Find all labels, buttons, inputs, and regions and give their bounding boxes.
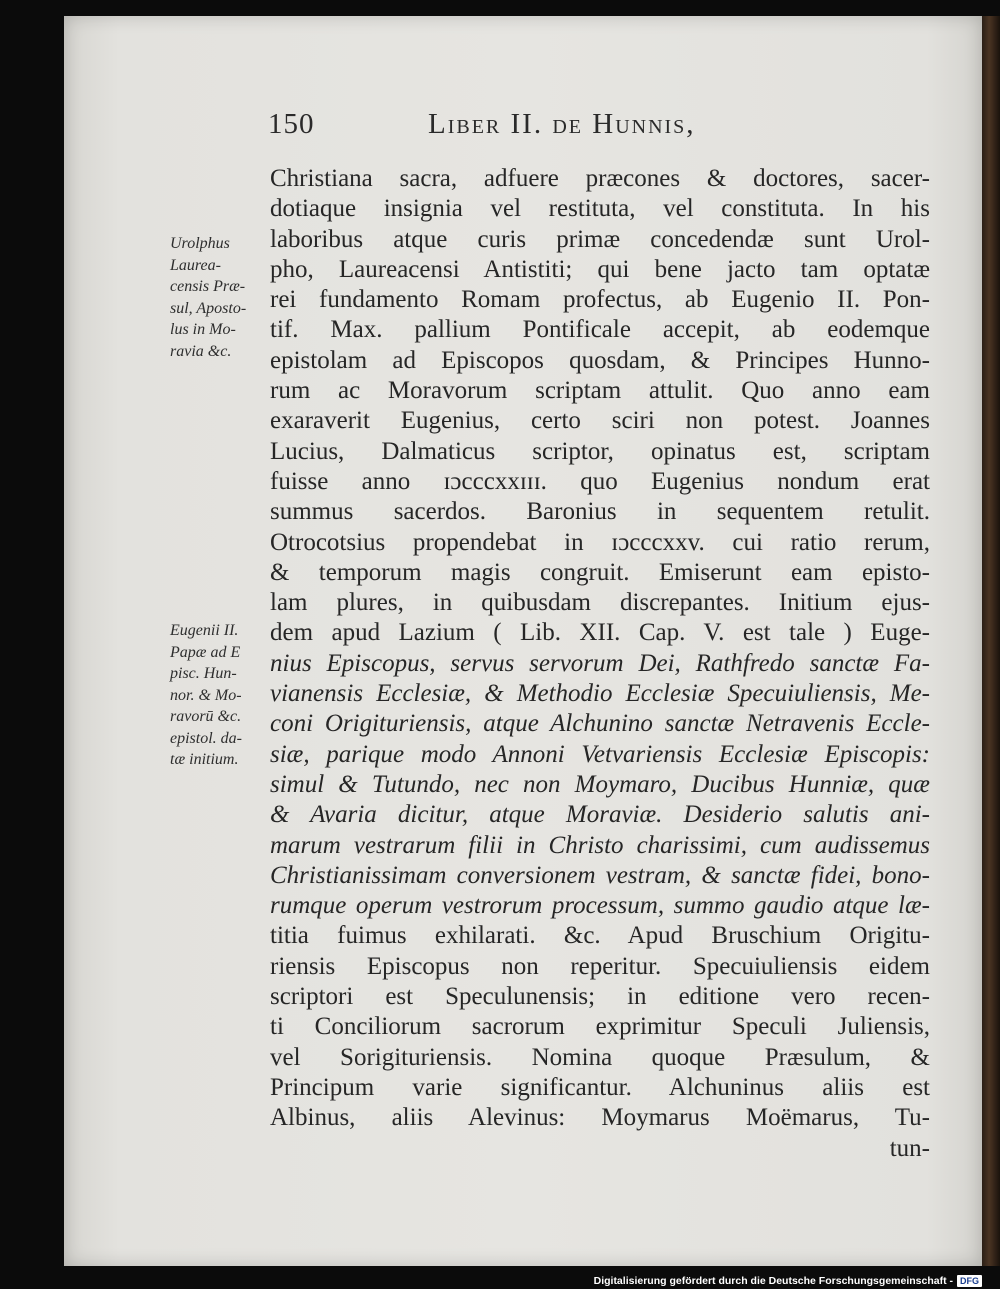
text-line: tif. Max. pallium Pontificale accepit, ab eodemque xyxy=(270,316,930,344)
marginal-line: Eugenii II. xyxy=(170,622,239,639)
text-line: Otrocotsius propendebat in ɪɔcccxxv. cui ratio rerum, xyxy=(270,528,930,556)
text-line: dotiaque insignia vel restituta, vel constituta. In his xyxy=(270,195,930,223)
text-line-italic: Christianissimam conversionem vestram, & sanctæ fidei, bono- xyxy=(270,861,930,889)
text-line: Lucius, Dalmaticus scriptor, opinatus est, scriptam xyxy=(270,437,930,465)
text-line: vel Sorigituriensis. Nomina quoque Præsulum, & xyxy=(270,1043,930,1071)
text-line: Principum varie significantur. Alchuninus aliis est xyxy=(270,1073,930,1101)
text-line: exaraverit Eugenius, certo sciri non potest. Joannes xyxy=(270,407,930,435)
marginal-line: ravia &c. xyxy=(170,342,232,360)
running-title: Liber II. de Hunnis, xyxy=(428,108,696,140)
credit-text: Digitalisierung gefördert durch die Deutsche Forschungsgemeinschaft - xyxy=(593,1275,953,1287)
text-line-italic: vianensis Ecclesiæ, & Methodio Ecclesiæ Specuiuliensis, Me- xyxy=(270,680,930,708)
text-line: fuisse anno ɪɔcccxxɪɪɪ. quo Eugenius nondum erat xyxy=(270,467,930,495)
text-line: Albinus, aliis Alevinus: Moymarus Moëmarus, Tu- xyxy=(270,1104,930,1132)
marginal-line: Papæ ad E xyxy=(170,643,241,661)
text-line: ti Conciliorum sacrorum exprimitur Speculi Juliensis, xyxy=(270,1013,930,1041)
text-line: dem apud Lazium ( Lib. XII. Cap. V. est tale ) Euge- xyxy=(270,619,930,647)
marginal-note-eugenius xyxy=(170,620,270,771)
text-line: epistolam ad Episcopos quosdam, & Principes Hunno- xyxy=(270,346,930,374)
text-line: Christiana sacra, adfuere præcones & doctores, sacer- xyxy=(270,165,930,192)
marginal-line: nor. & Mo- xyxy=(170,686,242,704)
text-line: rei fundamento Romam profectus, ab Eugenio II. Pon- xyxy=(270,286,930,314)
text-line: titia fuimus exhilarati. &c. Apud Bruschium Origitu- xyxy=(270,922,930,950)
text-line: lam plures, in quibusdam discrepantes. Initium ejus- xyxy=(270,589,930,617)
marginal-line: Laurea- xyxy=(170,256,221,274)
marginal-line: lus in Mo- xyxy=(170,321,236,338)
book-edge xyxy=(982,16,1000,1266)
catchword: tun- xyxy=(889,1134,930,1162)
text-line-italic: siæ, parique modo Annoni Vetvariensis Ecclesiæ Episcopis: xyxy=(270,740,930,768)
text-line: summus sacerdos. Baronius in sequentem retulit. xyxy=(270,498,930,526)
text-line: laboribus atque curis primæ concedendæ sunt Urol- xyxy=(270,225,930,253)
text-line: pho, Laureacensi Antistiti; qui bene jacto tam optatæ xyxy=(270,255,930,283)
text-line: scriptori est Speculunensis; in editione vero recen- xyxy=(270,983,930,1011)
digitization-credit xyxy=(594,1274,982,1288)
marginal-line: censis Præ- xyxy=(170,278,246,295)
page-number: 150 xyxy=(268,108,315,140)
text-line-italic: coni Origituriensis, atque Alchunino sanctæ Netravenis Eccle- xyxy=(270,710,930,738)
marginal-note-urolphus xyxy=(170,233,270,362)
marginal-line: sul, Aposto- xyxy=(170,299,247,317)
marginal-line: epistol. da- xyxy=(170,729,242,747)
text-line-italic: simul & Tutundo, nec non Moymaro, Ducibus Hunniæ, quæ xyxy=(270,770,930,798)
marginal-line: tæ initium. xyxy=(170,751,239,768)
body-text xyxy=(270,164,930,1164)
text-line-italic: & Avaria dicitur, atque Moraviæ. Desiderio salutis ani- xyxy=(270,801,930,829)
running-head xyxy=(268,108,958,144)
marginal-line: pisc. Hun- xyxy=(170,665,237,682)
marginal-line: ravorū &c. xyxy=(170,708,242,725)
text-line-italic: marum vestrarum filii in Christo charissimi, cum audissemus xyxy=(270,831,930,859)
marginal-line: Urolphus xyxy=(170,235,230,252)
dfg-logo: DFG xyxy=(957,1275,982,1287)
text-line: & temporum magis congruit. Emiserunt eam episto- xyxy=(270,558,930,586)
text-line: rum ac Moravorum scriptam attulit. Quo anno eam xyxy=(270,377,930,405)
text-line: riensis Episcopus non reperitur. Specuiuliensis eidem xyxy=(270,952,930,980)
text-line-italic: rumque operum vestrorum processum, summo gaudio atque læ- xyxy=(270,892,930,920)
text-line-italic: nius Episcopus, servus servorum Dei, Rathfredo sanctæ Fa- xyxy=(270,649,930,677)
